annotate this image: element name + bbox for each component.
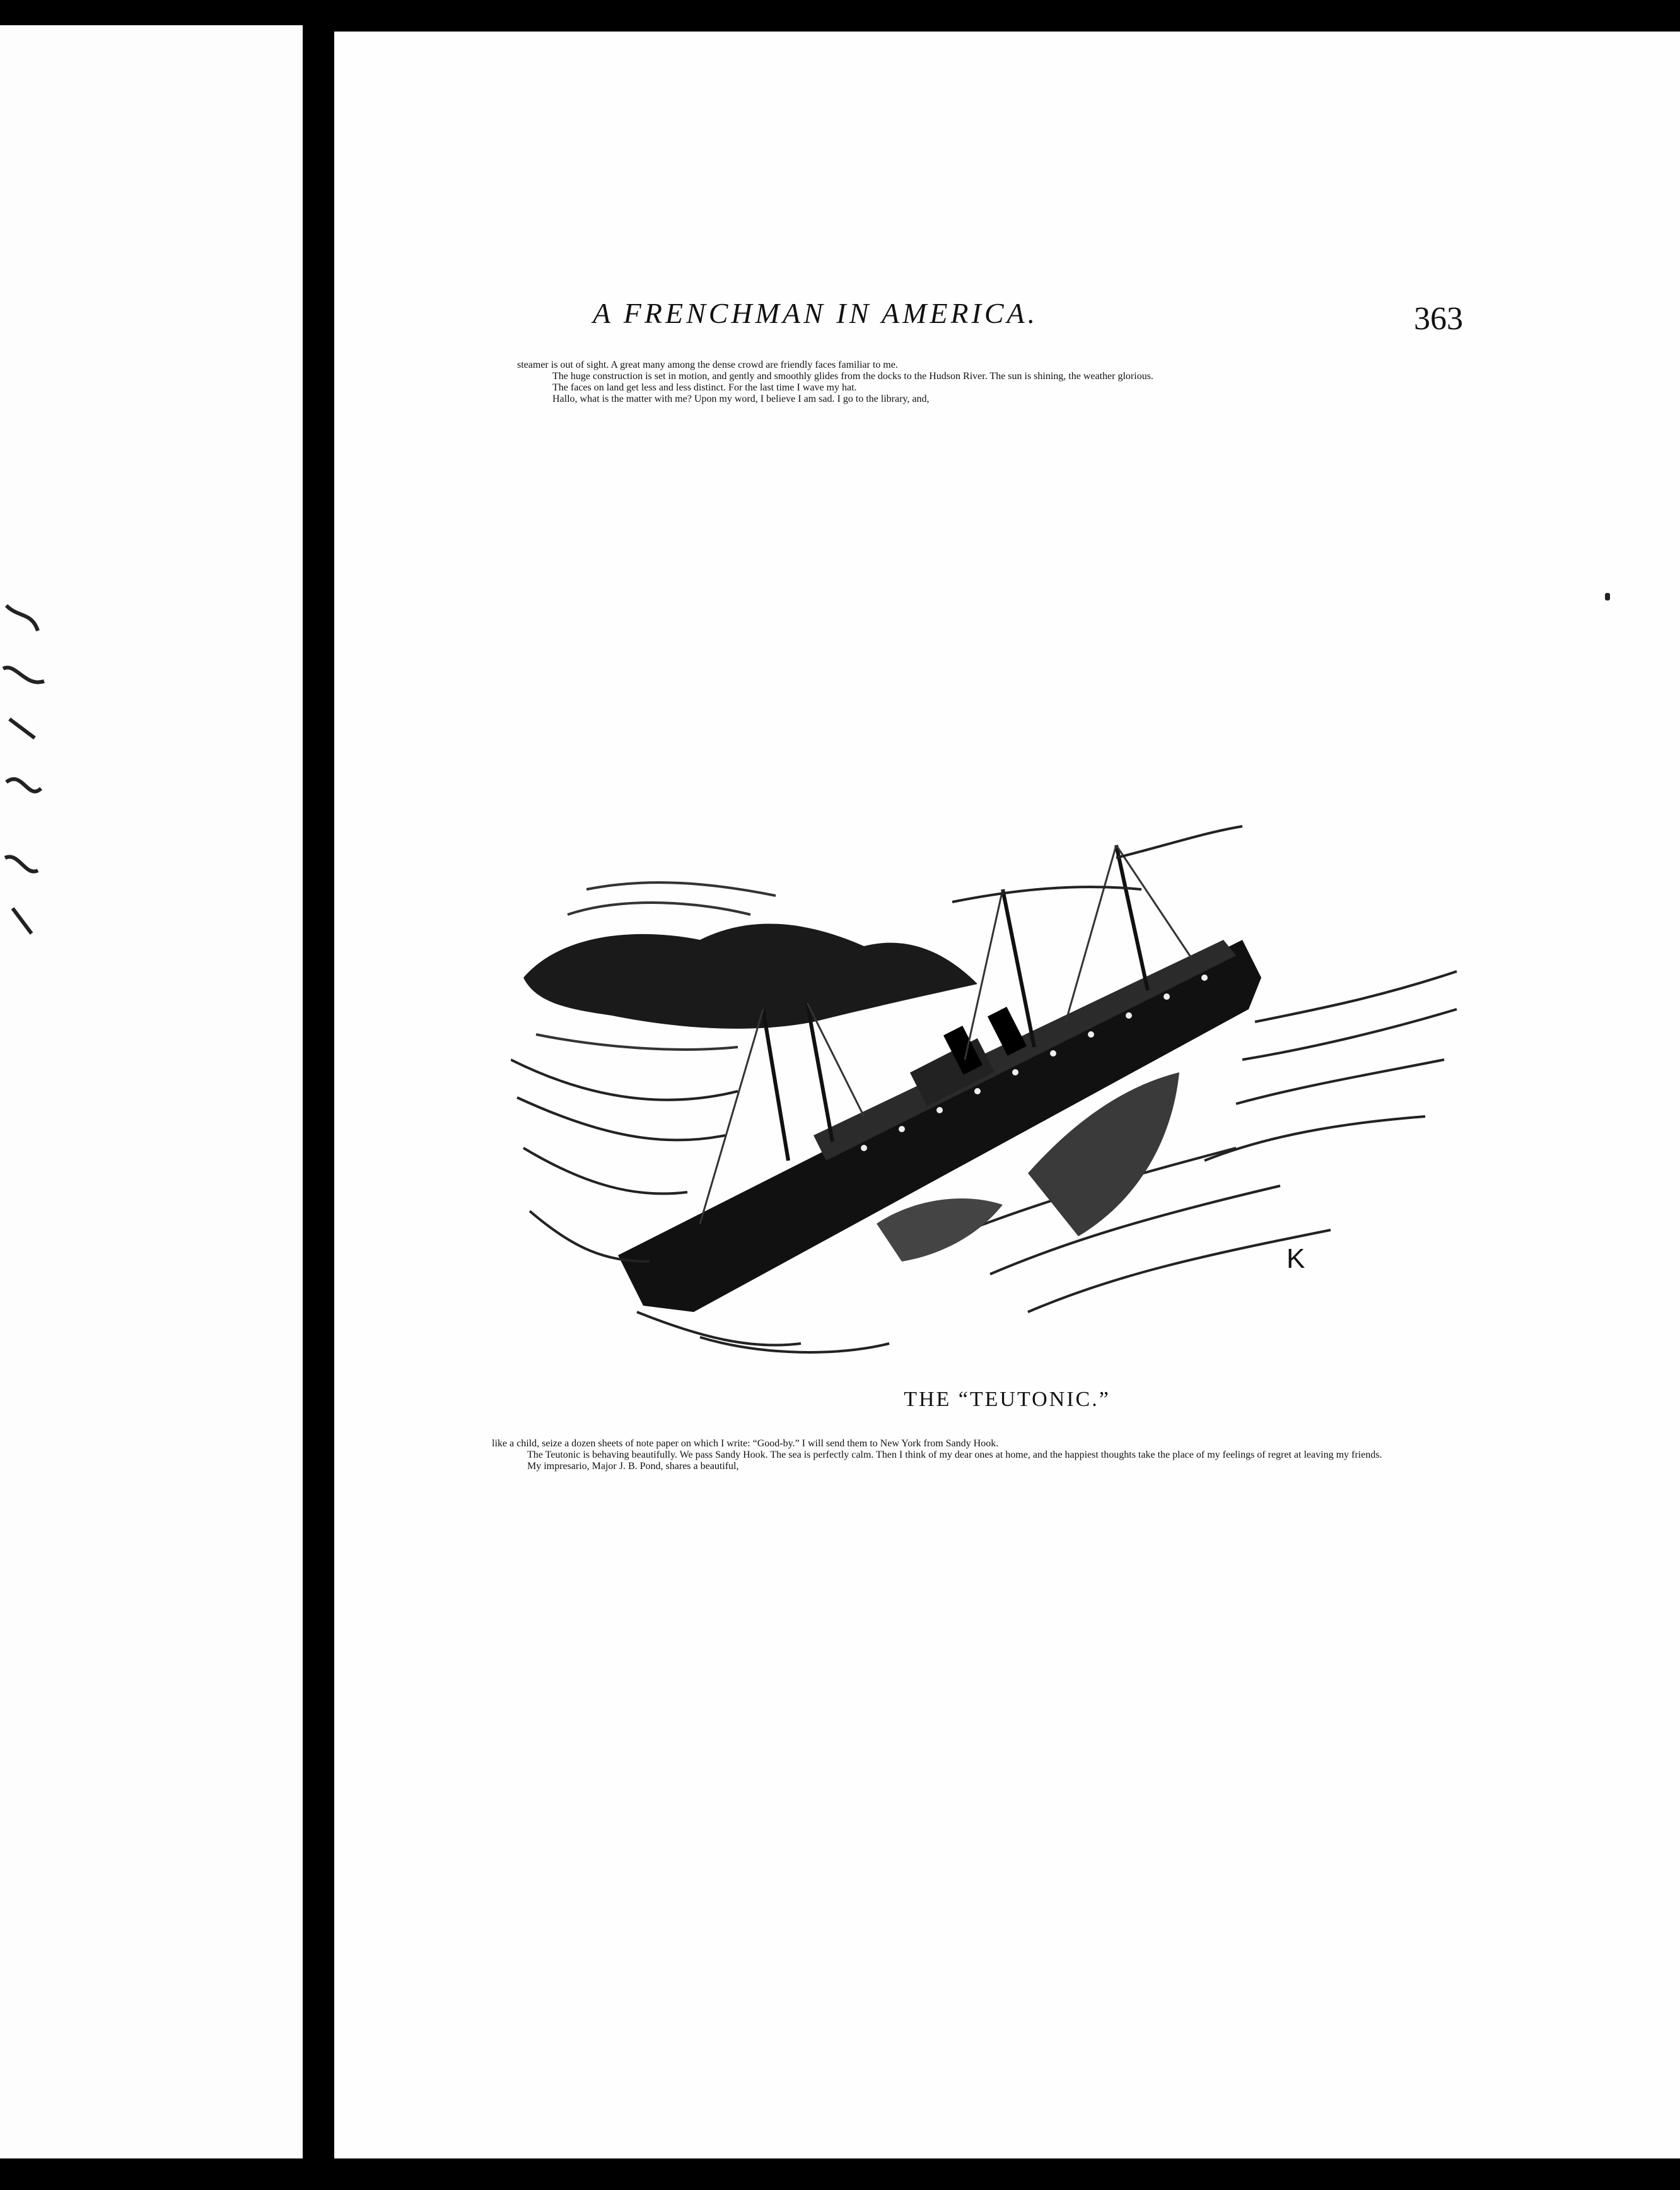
text-block-bottom — [492, 1438, 1438, 1472]
paragraph: Hallo, what is the matter with me? Upon my word, I believe I am sad. I go to the library, and, — [552, 394, 930, 404]
paragraph: The Teutonic is behaving beautifully. We pass Sandy Hook. The sea is perfectly calm. Then I think of my dear ones at home, and the happiest thoughts take the place of my feelings of regret at leaving my friends. — [527, 1449, 1382, 1460]
ship-illustration — [511, 820, 1469, 1375]
caption-text: THE “TEUTONIC.” — [904, 1388, 1111, 1411]
paragraph: The huge construction is set in motion, and gently and smoothly glides from the docks to the Hudson River. The sun is shining, the weather glorious. — [552, 371, 1153, 382]
illustrator-signature: K — [1286, 1243, 1305, 1274]
page-number: 363 — [1414, 301, 1463, 337]
ship-mast — [763, 1009, 788, 1161]
margin-speck — [1605, 593, 1610, 600]
text-block-top — [517, 360, 1463, 405]
ship-mast — [807, 1003, 832, 1142]
smoke-cloud — [523, 924, 977, 1029]
ship-mast — [1116, 845, 1148, 990]
scan-border-bottom — [0, 2158, 1680, 2190]
paragraph: like a child, seize a dozen sheets of note paper on which I write: “Good-by.” I will send them to New York from Sandy Hook. — [492, 1438, 999, 1449]
handwritten-marks — [0, 593, 50, 946]
steamship-drawing — [511, 820, 1469, 1375]
paragraph: steamer is out of sight. A great many among the dense crowd are friendly faces familiar to me. — [517, 360, 898, 370]
running-head — [517, 296, 1463, 347]
running-title: A FRENCHMAN IN AMERICA. — [593, 297, 1039, 329]
paragraph: The faces on land get less and less distinct. For the last time I wave my hat. — [552, 382, 857, 393]
ship-funnel — [988, 1007, 1027, 1056]
facing-page — [0, 25, 303, 2170]
book-page — [334, 32, 1680, 2158]
figure-caption — [334, 1388, 1680, 1412]
paragraph: My impresario, Major J. B. Pond, shares a beautiful, — [527, 1461, 739, 1472]
